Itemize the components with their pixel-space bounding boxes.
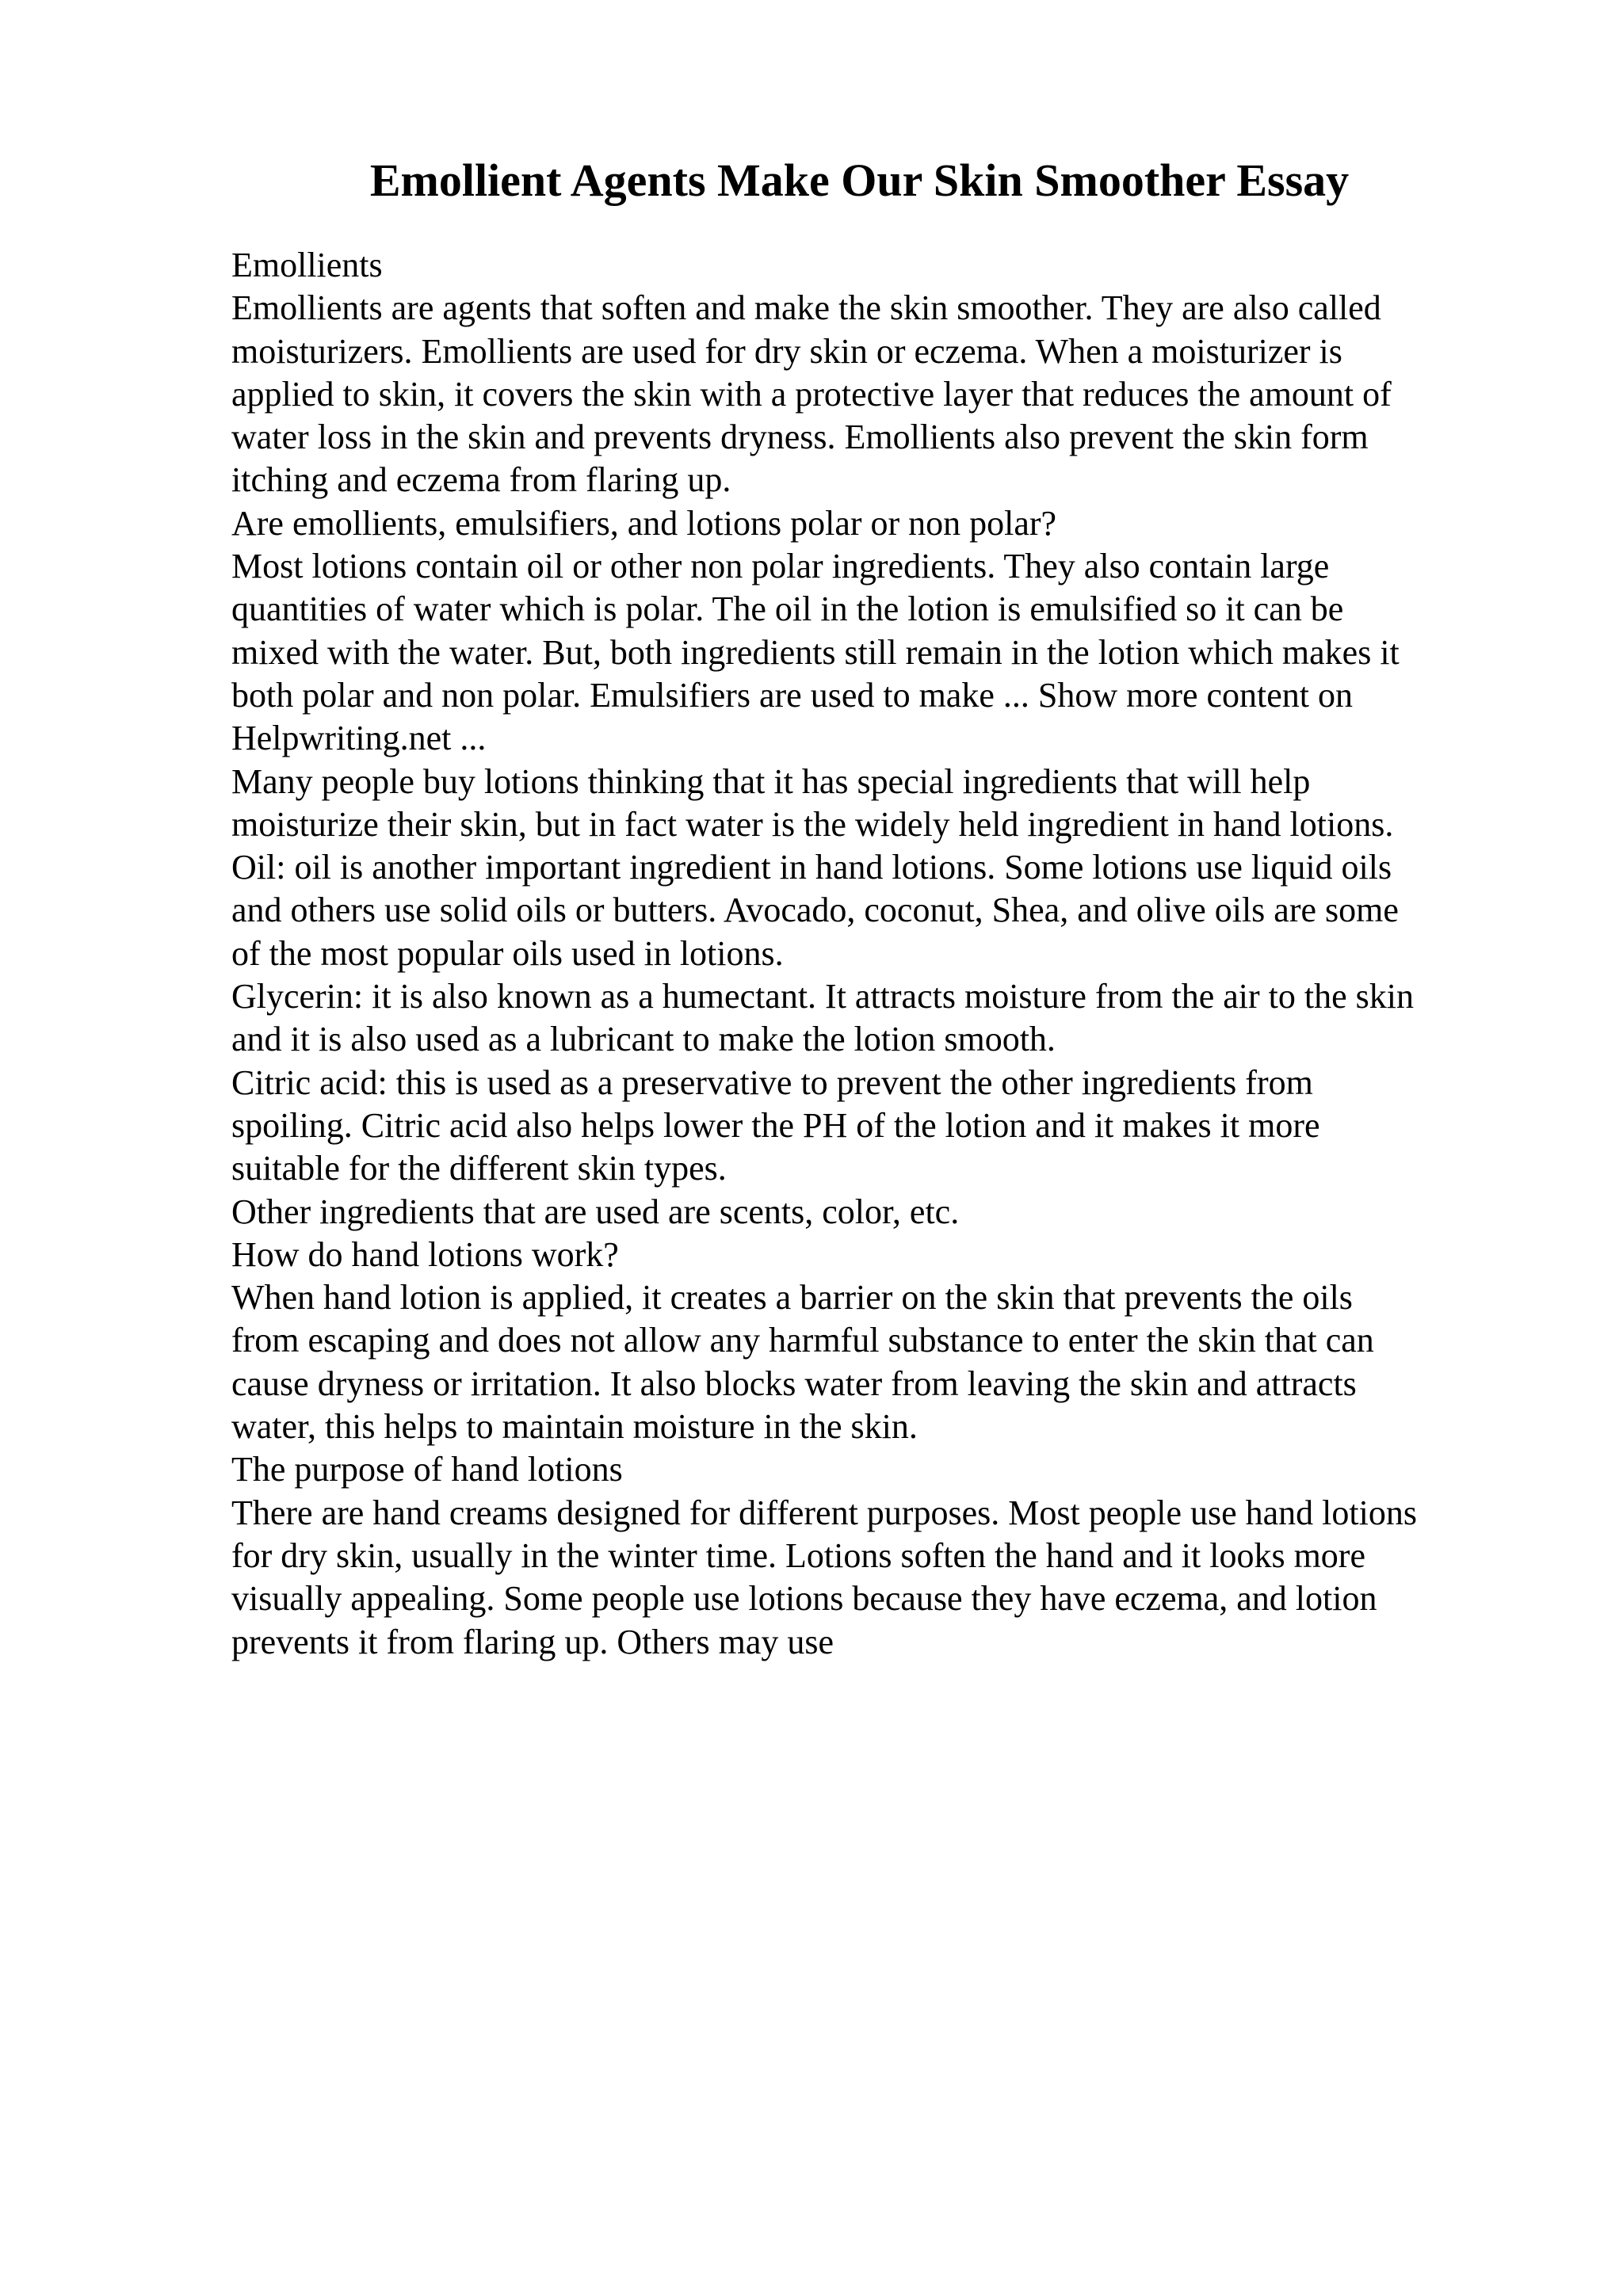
text-line: water loss in the skin and prevents dryness. Emollients also prevent the skin form xyxy=(231,418,1369,457)
text-line: both polar and non polar. Emulsifiers are used to make ... Show more content on xyxy=(231,675,1354,715)
text-line: mixed with the water. But, both ingredients still remain in the lotion which makes it xyxy=(231,632,1400,672)
essay-body xyxy=(231,244,1499,1664)
text-line: There are hand creams designed for different purposes. Most people use hand lotions xyxy=(231,1493,1417,1532)
text-line: Glycerin: it is also known as a humectant. It attracts moisture from the air to the skin xyxy=(231,977,1414,1016)
text-line: visually appealing. Some people use lotions because they have eczema, and lotion xyxy=(231,1579,1377,1619)
text-line: Emollients are agents that soften and make the skin smoother. They are also called xyxy=(231,288,1381,328)
section-heading-how-lotions-work: How do hand lotions work? xyxy=(231,1234,619,1274)
text-line: moisturize their skin, but in fact water is the widely held ingredient in hand lotions. xyxy=(231,804,1394,844)
page-title: Emollient Agents Make Our Skin Smoother Essay xyxy=(369,154,1350,206)
text-line: Other ingredients that are used are scents, color, etc. xyxy=(231,1192,960,1231)
text-line: and it is also used as a lubricant to make the lotion smooth. xyxy=(231,1020,1056,1059)
text-line: Helpwriting.net ... xyxy=(231,719,487,758)
text-line: for dry skin, usually in the winter time. Lotions soften the hand and it looks more xyxy=(231,1535,1365,1575)
text-line: When hand lotion is applied, it creates a barrier on the skin that prevents the oils xyxy=(231,1278,1353,1318)
text-line: cause dryness or irritation. It also blocks water from leaving the skin and attracts xyxy=(231,1363,1357,1403)
text-line: Oil: oil is another important ingredient in hand lotions. Some lotions use liquid oils xyxy=(231,848,1392,887)
text-line: suitable for the different skin types. xyxy=(231,1149,727,1188)
text-line: Citric acid: this is used as a preservative to prevent the other ingredients from xyxy=(231,1062,1313,1102)
text-line: quantities of water which is polar. The oil in the lotion is emulsified so it can be xyxy=(231,589,1344,629)
section-heading-polarity: Are emollients, emulsifiers, and lotions polar or non polar? xyxy=(231,503,1057,543)
text-line: from escaping and does not allow any harmful substance to enter the skin that can xyxy=(231,1321,1374,1360)
text-line: and others use solid oils or butters. Avocado, coconut, Shea, and olive oils are some xyxy=(231,891,1399,930)
text-line: itching and eczema from flaring up. xyxy=(231,460,731,500)
text-line: spoiling. Citric acid also helps lower the PH of the lotion and it makes it more xyxy=(231,1105,1320,1145)
text-line: moisturizers. Emollients are used for dry skin or eczema. When a moisturizer is xyxy=(231,331,1342,371)
text-line: Most lotions contain oil or other non polar ingredients. They also contain large xyxy=(231,547,1330,586)
text-line: of the most popular oils used in lotions. xyxy=(231,933,784,973)
section-heading-purpose: The purpose of hand lotions xyxy=(231,1450,623,1489)
text-line: applied to skin, it covers the skin with a protective layer that reduces the amount of xyxy=(231,374,1392,414)
text-line: prevents it from flaring up. Others may use xyxy=(231,1622,834,1661)
text-line: water, this helps to maintain moisture in the skin. xyxy=(231,1407,918,1447)
section-heading-emollients: Emollients xyxy=(231,246,383,284)
text-line: Many people buy lotions thinking that it has special ingredients that will help xyxy=(231,761,1311,801)
